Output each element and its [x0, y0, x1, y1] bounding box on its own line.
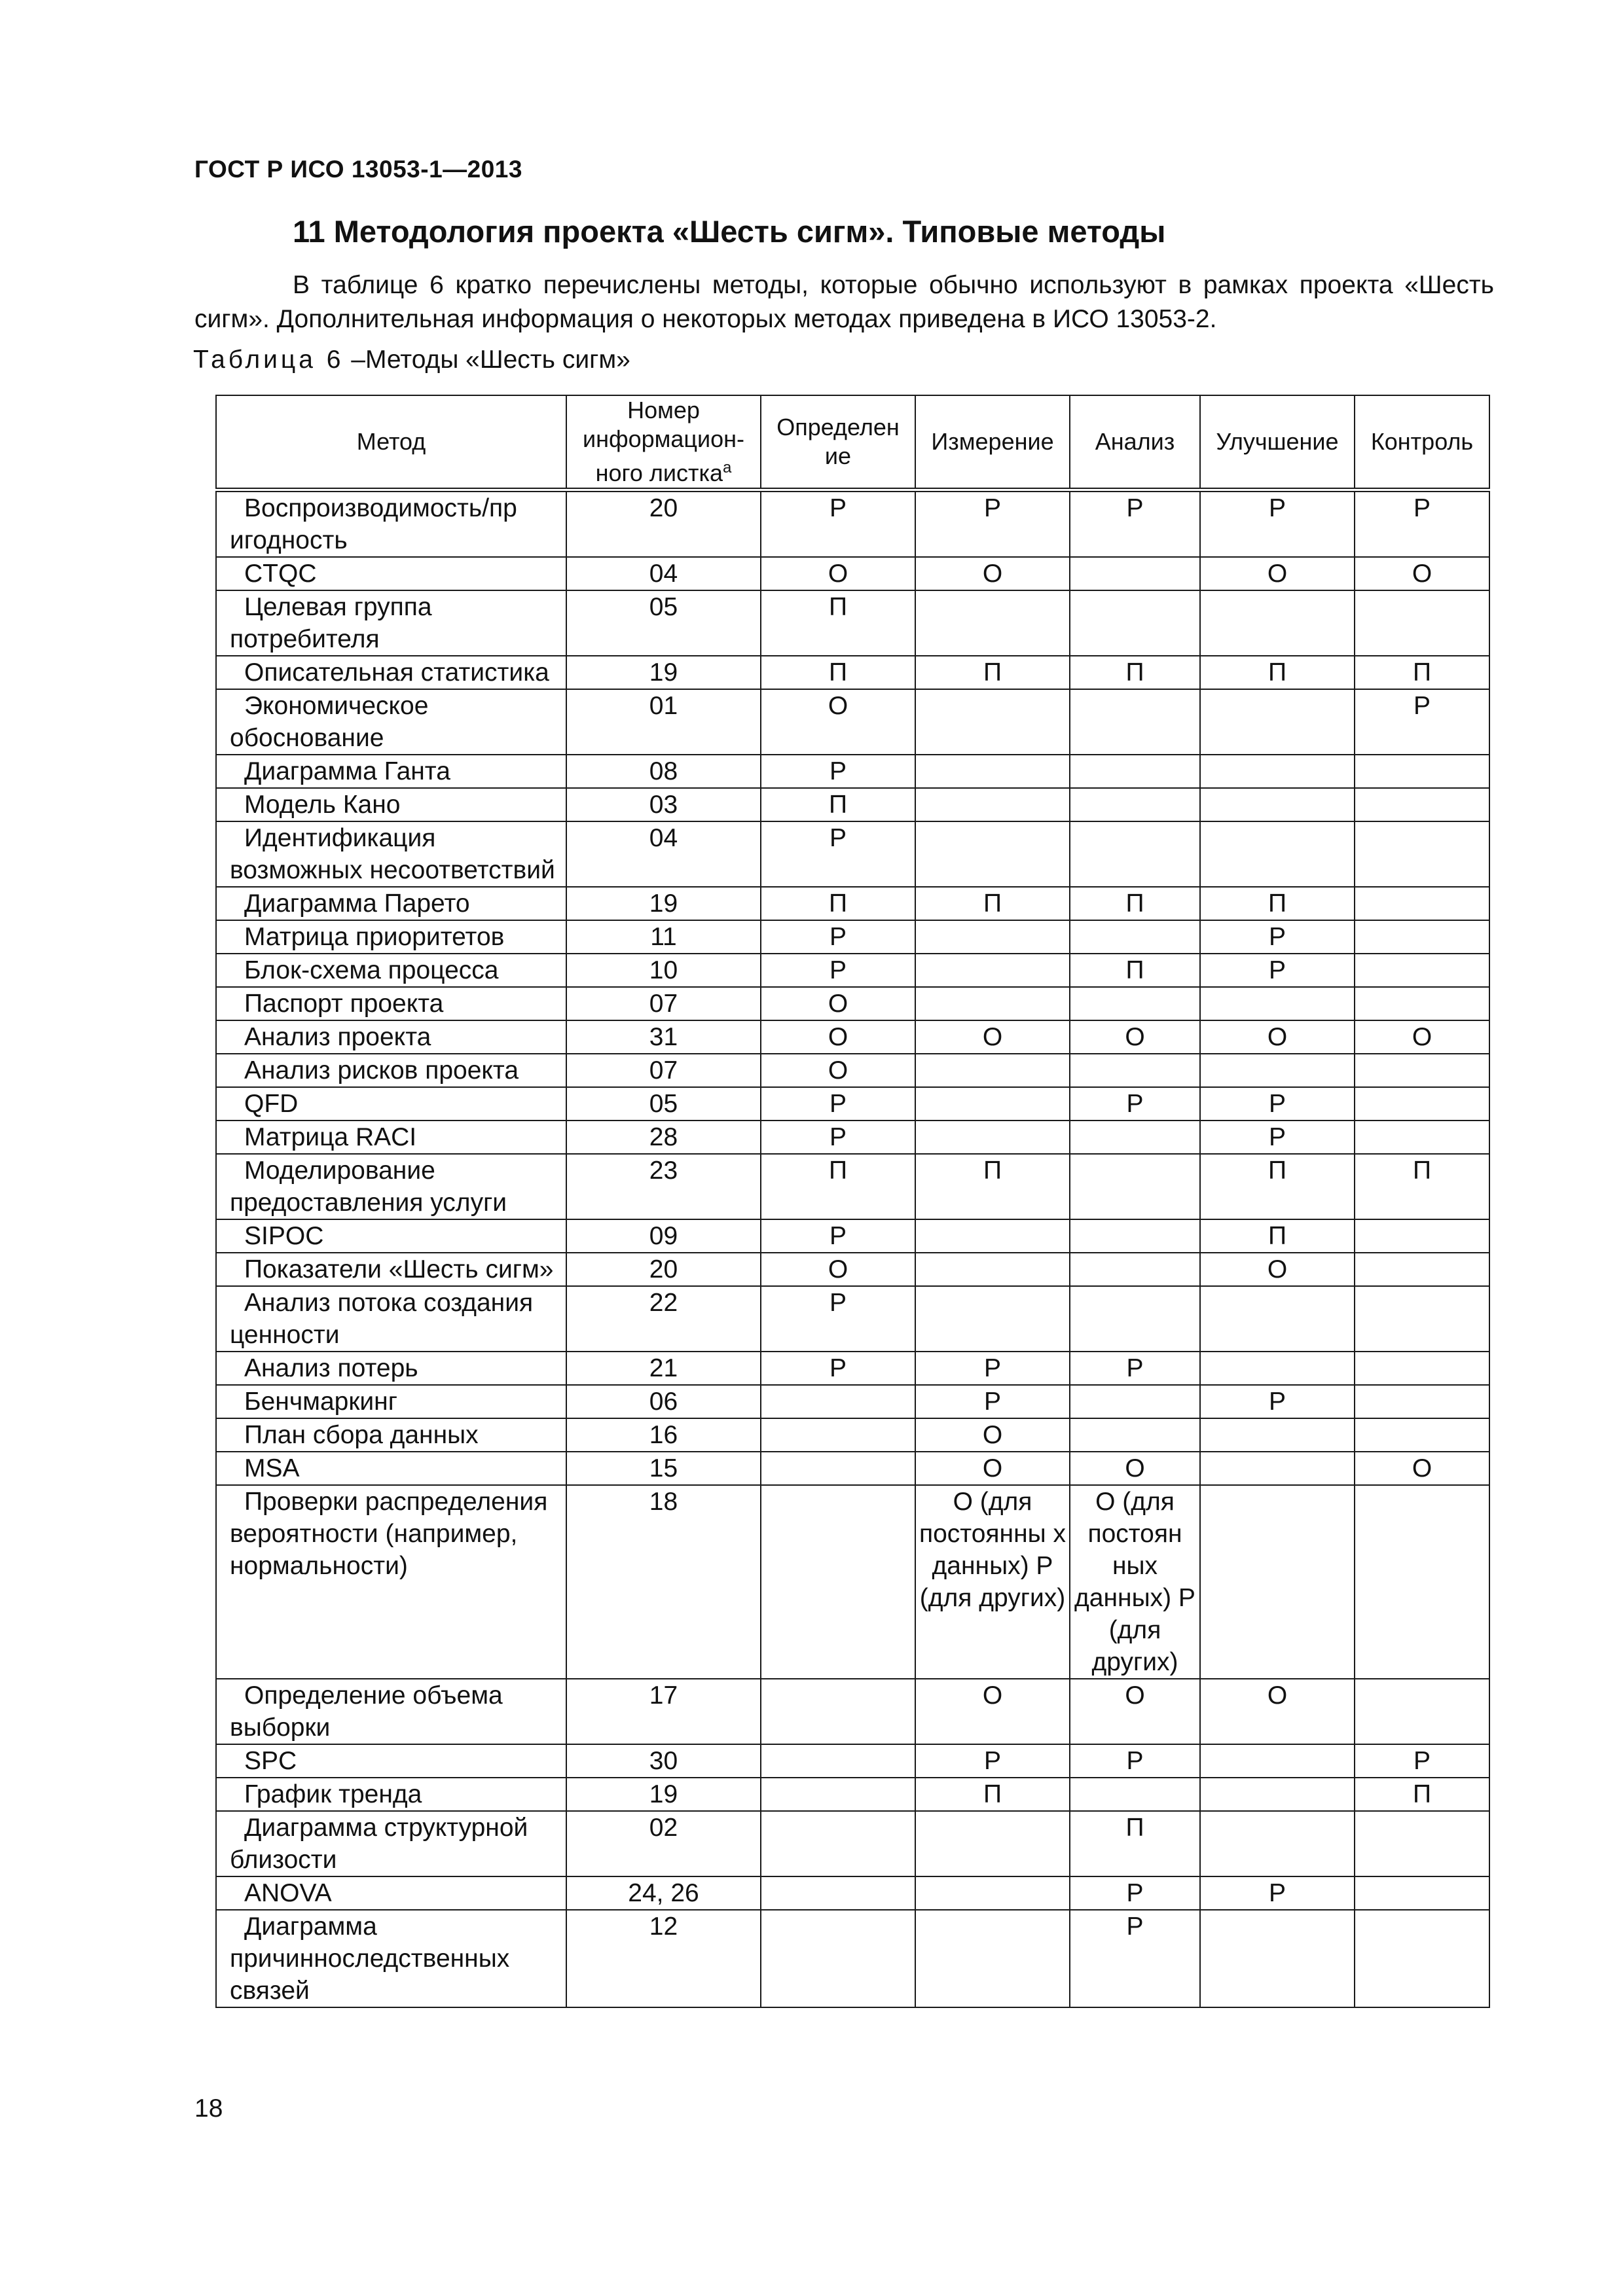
- cell-method: Матрица приоритетов: [216, 920, 566, 954]
- cell-measure: [915, 1054, 1070, 1087]
- table-row: [216, 1286, 1489, 1352]
- cell-analyze: П: [1070, 887, 1200, 920]
- cell-analyze: [1070, 1286, 1200, 1352]
- cell-improve: П: [1200, 1154, 1355, 1219]
- cell-sheet-number: 31: [566, 1020, 761, 1054]
- cell-analyze: [1070, 590, 1200, 656]
- cell-measure: [915, 954, 1070, 987]
- cell-method: Моделирование предоставления услуги: [216, 1154, 566, 1219]
- table-row: [216, 689, 1489, 755]
- cell-method: Проверки распределения вероятности (например, нормальности): [216, 1485, 566, 1679]
- cell-improve: [1200, 821, 1355, 887]
- cell-measure: Р: [915, 1744, 1070, 1778]
- intro-paragraph: [194, 268, 1494, 336]
- cell-method: Воспроизводимость/пр игодность: [216, 490, 566, 558]
- cell-improve: Р: [1200, 1876, 1355, 1910]
- cell-control: [1355, 987, 1489, 1020]
- cell-improve: [1200, 1811, 1355, 1876]
- cell-measure: Р: [915, 1385, 1070, 1418]
- table-row: [216, 1087, 1489, 1121]
- cell-define: Р: [761, 1087, 915, 1121]
- cell-analyze: О: [1070, 1679, 1200, 1744]
- cell-method: Анализ потока создания ценности: [216, 1286, 566, 1352]
- cell-measure: О: [915, 1418, 1070, 1452]
- cell-measure: [915, 1910, 1070, 2007]
- cell-analyze: [1070, 1253, 1200, 1286]
- cell-define: П: [761, 1154, 915, 1219]
- cell-control: [1355, 1087, 1489, 1121]
- cell-define: О: [761, 1054, 915, 1087]
- cell-sheet-number: 07: [566, 1054, 761, 1087]
- cell-analyze: [1070, 1154, 1200, 1219]
- cell-improve: О: [1200, 1020, 1355, 1054]
- table-row: [216, 1485, 1489, 1679]
- cell-measure: О: [915, 1679, 1070, 1744]
- page-number: 18: [194, 2094, 223, 2123]
- cell-method: Анализ проекта: [216, 1020, 566, 1054]
- cell-sheet-number: 20: [566, 1253, 761, 1286]
- cell-improve: Р: [1200, 490, 1355, 558]
- cell-method: SPC: [216, 1744, 566, 1778]
- cell-sheet-number: 30: [566, 1744, 761, 1778]
- cell-improve: [1200, 1778, 1355, 1811]
- cell-analyze: [1070, 821, 1200, 887]
- cell-measure: П: [915, 656, 1070, 689]
- table-row: [216, 1219, 1489, 1253]
- column-header-measure: Измерение: [915, 395, 1070, 490]
- cell-control: [1355, 887, 1489, 920]
- document-code: ГОСТ Р ИСО 13053-1—2013: [194, 156, 522, 183]
- cell-control: П: [1355, 1778, 1489, 1811]
- column-header-improve: Улучшение: [1200, 395, 1355, 490]
- cell-improve: О: [1200, 557, 1355, 590]
- cell-sheet-number: 16: [566, 1418, 761, 1452]
- cell-improve: [1200, 1452, 1355, 1485]
- cell-control: [1355, 920, 1489, 954]
- cell-improve: Р: [1200, 920, 1355, 954]
- table-row: [216, 1910, 1489, 2007]
- cell-analyze: Р: [1070, 1744, 1200, 1778]
- cell-sheet-number: 05: [566, 1087, 761, 1121]
- cell-analyze: [1070, 557, 1200, 590]
- cell-analyze: [1070, 755, 1200, 788]
- cell-measure: [915, 755, 1070, 788]
- cell-measure: [915, 1811, 1070, 1876]
- column-header-method: Метод: [216, 395, 566, 490]
- cell-method: QFD: [216, 1087, 566, 1121]
- cell-control: Р: [1355, 490, 1489, 558]
- cell-analyze: [1070, 987, 1200, 1020]
- cell-sheet-number: 06: [566, 1385, 761, 1418]
- cell-define: П: [761, 656, 915, 689]
- cell-improve: П: [1200, 1219, 1355, 1253]
- footnote-mark: а: [723, 459, 732, 476]
- table-row: [216, 1418, 1489, 1452]
- cell-improve: П: [1200, 656, 1355, 689]
- cell-define: П: [761, 887, 915, 920]
- cell-measure: П: [915, 1154, 1070, 1219]
- cell-sheet-number: 21: [566, 1352, 761, 1385]
- cell-measure: О: [915, 1452, 1070, 1485]
- cell-method: Бенчмаркинг: [216, 1385, 566, 1418]
- cell-sheet-number: 12: [566, 1910, 761, 2007]
- cell-sheet-number: 10: [566, 954, 761, 987]
- cell-method: Диаграмма причинноследственных связей: [216, 1910, 566, 2007]
- cell-define: П: [761, 788, 915, 821]
- cell-control: [1355, 590, 1489, 656]
- cell-define: О: [761, 987, 915, 1020]
- cell-method: SIPOC: [216, 1219, 566, 1253]
- cell-define: Р: [761, 920, 915, 954]
- cell-sheet-number: 04: [566, 821, 761, 887]
- cell-control: [1355, 1811, 1489, 1876]
- cell-define: [761, 1744, 915, 1778]
- cell-measure: П: [915, 887, 1070, 920]
- cell-improve: Р: [1200, 1385, 1355, 1418]
- cell-define: Р: [761, 1352, 915, 1385]
- cell-control: [1355, 1121, 1489, 1154]
- cell-define: [761, 1452, 915, 1485]
- cell-control: [1355, 1352, 1489, 1385]
- cell-sheet-number: 15: [566, 1452, 761, 1485]
- table-row: [216, 490, 1489, 558]
- cell-define: [761, 1910, 915, 2007]
- cell-improve: [1200, 1744, 1355, 1778]
- cell-define: О: [761, 557, 915, 590]
- table-row: [216, 590, 1489, 656]
- cell-measure: [915, 1876, 1070, 1910]
- cell-improve: П: [1200, 887, 1355, 920]
- cell-method: Диаграмма структурной близости: [216, 1811, 566, 1876]
- cell-analyze: О: [1070, 1020, 1200, 1054]
- cell-measure: О: [915, 1020, 1070, 1054]
- table-header-row: [216, 395, 1489, 490]
- table-row: [216, 920, 1489, 954]
- cell-define: Р: [761, 821, 915, 887]
- cell-sheet-number: 22: [566, 1286, 761, 1352]
- intro-text: В таблице 6 кратко перечислены методы, которые обычно используют в рамках проекта «Шесть сигм». Дополнительная информация о некоторых методах приведена в ИСО 13053-2.: [194, 271, 1494, 333]
- cell-method: План сбора данных: [216, 1418, 566, 1452]
- section-title: 11 Методология проекта «Шесть сигм». Типовые методы: [293, 214, 1166, 249]
- column-header-analyze: Анализ: [1070, 395, 1200, 490]
- table-row: [216, 1876, 1489, 1910]
- cell-control: [1355, 954, 1489, 987]
- table-caption-text: –Методы «Шесть сигм»: [344, 346, 630, 374]
- table-row: [216, 1778, 1489, 1811]
- column-header-control: Контроль: [1355, 395, 1489, 490]
- cell-sheet-number: 02: [566, 1811, 761, 1876]
- cell-measure: [915, 987, 1070, 1020]
- table-row: [216, 1020, 1489, 1054]
- table-row: [216, 1811, 1489, 1876]
- cell-define: [761, 1811, 915, 1876]
- cell-improve: Р: [1200, 1121, 1355, 1154]
- cell-sheet-number: 09: [566, 1219, 761, 1253]
- table-row: [216, 1253, 1489, 1286]
- table-row: [216, 1385, 1489, 1418]
- cell-improve: [1200, 1910, 1355, 2007]
- table-row: [216, 1352, 1489, 1385]
- cell-improve: Р: [1200, 1087, 1355, 1121]
- cell-analyze: Р: [1070, 1876, 1200, 1910]
- cell-define: Р: [761, 1121, 915, 1154]
- cell-improve: [1200, 1054, 1355, 1087]
- table-row: [216, 1452, 1489, 1485]
- table-body: [216, 490, 1489, 2008]
- cell-control: [1355, 755, 1489, 788]
- cell-analyze: О (для постоян ных данных) Р (для других): [1070, 1485, 1200, 1679]
- cell-improve: [1200, 987, 1355, 1020]
- cell-sheet-number: 07: [566, 987, 761, 1020]
- cell-method: Целевая группа потребителя: [216, 590, 566, 656]
- cell-improve: [1200, 689, 1355, 755]
- cell-analyze: [1070, 1219, 1200, 1253]
- cell-define: [761, 1418, 915, 1452]
- cell-measure: [915, 1219, 1070, 1253]
- cell-control: [1355, 1385, 1489, 1418]
- cell-improve: [1200, 1485, 1355, 1679]
- cell-analyze: [1070, 689, 1200, 755]
- table-row: [216, 1679, 1489, 1744]
- cell-analyze: [1070, 1778, 1200, 1811]
- cell-control: [1355, 1286, 1489, 1352]
- cell-analyze: Р: [1070, 1087, 1200, 1121]
- table-row: [216, 1054, 1489, 1087]
- cell-measure: Р: [915, 1352, 1070, 1385]
- cell-analyze: [1070, 920, 1200, 954]
- cell-improve: [1200, 1418, 1355, 1452]
- cell-measure: [915, 590, 1070, 656]
- cell-analyze: Р: [1070, 490, 1200, 558]
- cell-sheet-number: 18: [566, 1485, 761, 1679]
- cell-sheet-number: 05: [566, 590, 761, 656]
- column-header-define: Определен ие: [761, 395, 915, 490]
- cell-sheet-number: 04: [566, 557, 761, 590]
- table-row: [216, 887, 1489, 920]
- cell-method: Идентификация возможных несоответствий: [216, 821, 566, 887]
- cell-measure: П: [915, 1778, 1070, 1811]
- cell-method: Показатели «Шесть сигм»: [216, 1253, 566, 1286]
- cell-method: Описательная статистика: [216, 656, 566, 689]
- cell-method: График тренда: [216, 1778, 566, 1811]
- cell-improve: [1200, 755, 1355, 788]
- cell-control: [1355, 788, 1489, 821]
- table-row: [216, 1744, 1489, 1778]
- cell-define: О: [761, 1253, 915, 1286]
- cell-define: Р: [761, 490, 915, 558]
- cell-control: [1355, 821, 1489, 887]
- cell-improve: О: [1200, 1679, 1355, 1744]
- table-row: [216, 788, 1489, 821]
- cell-sheet-number: 19: [566, 656, 761, 689]
- cell-define: [761, 1485, 915, 1679]
- cell-measure: О (для постоянны х данных) Р (для других): [915, 1485, 1070, 1679]
- cell-measure: [915, 1087, 1070, 1121]
- table-row: [216, 954, 1489, 987]
- cell-sheet-number: 19: [566, 887, 761, 920]
- cell-method: ANOVA: [216, 1876, 566, 1910]
- cell-control: [1355, 1054, 1489, 1087]
- cell-define: [761, 1679, 915, 1744]
- cell-method: Экономическое обоснование: [216, 689, 566, 755]
- cell-define: [761, 1385, 915, 1418]
- cell-sheet-number: 17: [566, 1679, 761, 1744]
- cell-analyze: П: [1070, 954, 1200, 987]
- cell-define: О: [761, 689, 915, 755]
- cell-improve: [1200, 1352, 1355, 1385]
- cell-analyze: П: [1070, 656, 1200, 689]
- table-row: [216, 656, 1489, 689]
- cell-method: Модель Кано: [216, 788, 566, 821]
- cell-method: Анализ рисков проекта: [216, 1054, 566, 1087]
- column-header-sheet-number-text: Номер информацион-ного листка: [582, 397, 745, 486]
- cell-sheet-number: 20: [566, 490, 761, 558]
- table-row: [216, 1154, 1489, 1219]
- cell-method: Блок-схема процесса: [216, 954, 566, 987]
- cell-sheet-number: 28: [566, 1121, 761, 1154]
- cell-define: Р: [761, 1286, 915, 1352]
- cell-improve: Р: [1200, 954, 1355, 987]
- cell-sheet-number: 08: [566, 755, 761, 788]
- cell-analyze: [1070, 1418, 1200, 1452]
- cell-measure: Р: [915, 490, 1070, 558]
- cell-define: Р: [761, 755, 915, 788]
- cell-method: MSA: [216, 1452, 566, 1485]
- cell-analyze: [1070, 1385, 1200, 1418]
- cell-control: [1355, 1485, 1489, 1679]
- cell-sheet-number: 24, 26: [566, 1876, 761, 1910]
- cell-control: О: [1355, 1020, 1489, 1054]
- cell-control: О: [1355, 1452, 1489, 1485]
- cell-measure: [915, 920, 1070, 954]
- cell-sheet-number: 23: [566, 1154, 761, 1219]
- cell-define: П: [761, 590, 915, 656]
- cell-control: П: [1355, 656, 1489, 689]
- cell-control: Р: [1355, 1744, 1489, 1778]
- cell-control: О: [1355, 557, 1489, 590]
- cell-measure: [915, 1253, 1070, 1286]
- cell-method: Анализ потерь: [216, 1352, 566, 1385]
- table-caption: [193, 346, 630, 374]
- cell-analyze: О: [1070, 1452, 1200, 1485]
- cell-define: Р: [761, 954, 915, 987]
- cell-analyze: [1070, 1054, 1200, 1087]
- cell-improve: О: [1200, 1253, 1355, 1286]
- cell-measure: [915, 821, 1070, 887]
- cell-method: Диаграмма Ганта: [216, 755, 566, 788]
- cell-method: Матрица RACI: [216, 1121, 566, 1154]
- table-row: [216, 755, 1489, 788]
- cell-analyze: Р: [1070, 1352, 1200, 1385]
- cell-measure: [915, 1286, 1070, 1352]
- cell-define: [761, 1876, 915, 1910]
- cell-define: Р: [761, 1219, 915, 1253]
- table-row: [216, 557, 1489, 590]
- cell-improve: [1200, 1286, 1355, 1352]
- cell-measure: [915, 788, 1070, 821]
- table-row: [216, 1121, 1489, 1154]
- cell-method: Диаграмма Парето: [216, 887, 566, 920]
- cell-method: CTQC: [216, 557, 566, 590]
- cell-analyze: П: [1070, 1811, 1200, 1876]
- cell-improve: [1200, 788, 1355, 821]
- cell-method: Паспорт проекта: [216, 987, 566, 1020]
- cell-improve: [1200, 590, 1355, 656]
- column-header-sheet-number: [566, 395, 761, 490]
- cell-control: П: [1355, 1154, 1489, 1219]
- cell-sheet-number: 01: [566, 689, 761, 755]
- cell-sheet-number: 19: [566, 1778, 761, 1811]
- cell-control: [1355, 1876, 1489, 1910]
- cell-sheet-number: 03: [566, 788, 761, 821]
- cell-measure: О: [915, 557, 1070, 590]
- table-row: [216, 987, 1489, 1020]
- methods-table: [215, 395, 1490, 2008]
- cell-measure: [915, 689, 1070, 755]
- table-caption-label: Таблица 6: [193, 346, 344, 374]
- cell-control: [1355, 1679, 1489, 1744]
- table-row: [216, 821, 1489, 887]
- cell-sheet-number: 11: [566, 920, 761, 954]
- cell-measure: [915, 1121, 1070, 1154]
- cell-define: О: [761, 1020, 915, 1054]
- cell-analyze: [1070, 788, 1200, 821]
- cell-control: [1355, 1253, 1489, 1286]
- cell-control: [1355, 1418, 1489, 1452]
- cell-method: Определение объема выборки: [216, 1679, 566, 1744]
- cell-analyze: Р: [1070, 1910, 1200, 2007]
- cell-define: [761, 1778, 915, 1811]
- cell-control: [1355, 1910, 1489, 2007]
- cell-analyze: [1070, 1121, 1200, 1154]
- cell-control: Р: [1355, 689, 1489, 755]
- cell-control: [1355, 1219, 1489, 1253]
